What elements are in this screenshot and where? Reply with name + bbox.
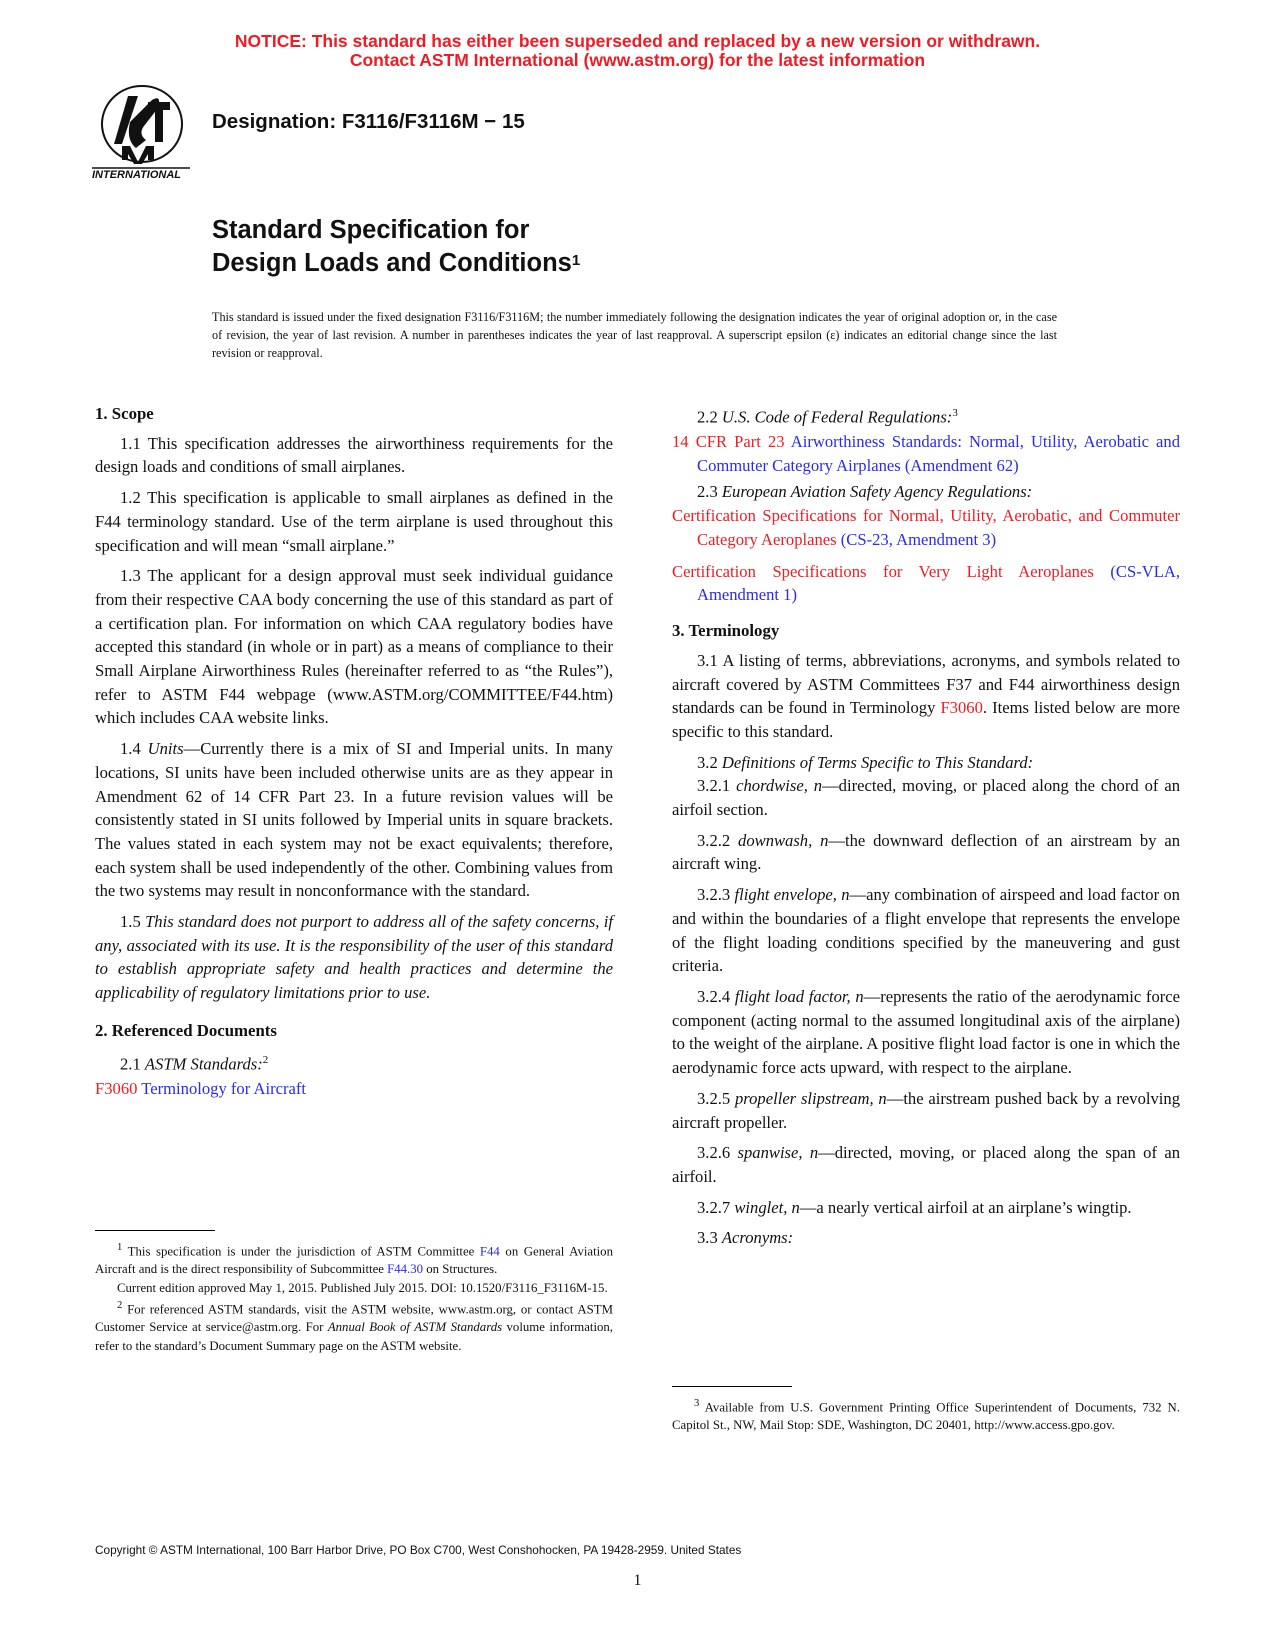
designation: Designation: F3116/F3116M − 15 — [212, 110, 525, 133]
para-1-1: 1.1 This specification addresses the airworthiness requirements for the design loads and conditions of small airplanes. — [95, 433, 613, 477]
title-line-1: Standard Specification for — [212, 216, 530, 244]
ref-cs23[interactable] — [672, 504, 1180, 551]
def-term: downwash, n — [738, 830, 829, 850]
para-3-1-b: . Items listed below are more specific to this standard. — [672, 698, 1180, 741]
para-3-2-num: 3.2 — [697, 752, 722, 772]
def-num: 3.2.7 — [697, 1197, 735, 1217]
logo-wordmark: INTERNATIONAL — [92, 169, 182, 181]
copyright-line: Copyright © ASTM International, 100 Barr Harbor Drive, PO Box C700, West Conshohocken, PA 19428-2959. United States — [95, 1543, 742, 1557]
para-3-2 — [672, 751, 1180, 775]
def-num: 3.2.6 — [697, 1143, 738, 1163]
footnote-3-marker: 3 — [694, 1398, 700, 1409]
section-heading-terminology: 3. Terminology — [672, 621, 780, 641]
para-2-3-num: 2.3 — [697, 481, 722, 501]
def-term: spanwise, n — [737, 1143, 819, 1163]
para-3-2-text: Definitions of Terms Specific to This Standard: — [721, 752, 1034, 772]
def-term: flight envelope, n — [734, 885, 850, 905]
para-3-1-a: 3.1 A listing of terms, abbreviations, acronyms, and symbols related to aircraft covered by ASTM Committees F37 and F44 airworthiness design standards can be found in Terminology — [672, 650, 1180, 718]
right-footnotes — [672, 1386, 1180, 1435]
ref-f3060-title[interactable]: Terminology for Aircraft — [137, 1078, 306, 1098]
footnote-divider — [95, 1230, 215, 1231]
issuance-note: This standard is issued under the fixed designation F3116/F3116M; the number immediately following the designation indicates the year of original adoption or, in the case of revision, the year of last revision. A number in parentheses indicates the year of last reapproval. A superscript epsilon (ε) indicates an editorial change since the last revision or reapproval. — [212, 310, 1057, 361]
def-3-2-6 — [672, 1141, 1180, 1188]
footnote-1-link-f4430[interactable]: F44.30 — [387, 1262, 424, 1277]
def-3-2-5 — [672, 1087, 1180, 1134]
astm-logo-icon — [92, 82, 192, 182]
footnote-1-a: This specification is under the jurisdiction of ASTM Committee — [122, 1244, 480, 1259]
footnote-2-b: volume information, refer to the standard’s Document Summary page on the ASTM website. — [95, 1320, 613, 1353]
para-3-3-num: 3.3 — [697, 1228, 722, 1248]
def-num: 3.2.4 — [697, 987, 735, 1006]
ref-cs23-title[interactable]: Certification Specifications for Normal, Utility, Aerobatic, and Commuter Category Aeroplanes — [672, 506, 1180, 550]
def-3-2-2 — [672, 829, 1180, 876]
def-text: —any combination of airspeed and load factor on and within the boundaries of a flight envelope that represents the envelope of the flight loading conditions specified by the maneuvering and gust criteria. — [672, 885, 1180, 976]
para-1-5 — [95, 910, 613, 1005]
def-text: —represents the ratio of the aerodynamic force component (acting normal to the assumed longitudinal axis of the airplane) to the weight of the airplane. A positive flight load factor is one in which the aerodynamic force acts upward, with respect to the airplane. — [672, 987, 1180, 1078]
def-text: —a nearly vertical airfoil at an airplane’s wingtip. — [799, 1197, 1132, 1217]
ref-14cfr23-code[interactable]: 14 CFR Part 23 — [672, 432, 785, 452]
footnote-1-c: on Structures. — [423, 1262, 498, 1277]
def-3-2-1 — [672, 774, 1180, 821]
def-num: 3.2.3 — [697, 885, 735, 905]
footnote-1-edition: Current edition approved May 1, 2015. Published July 2015. DOI: 10.1520/F3116_F3116M-15. — [117, 1280, 608, 1295]
left-column — [95, 402, 613, 1103]
para-1-4 — [95, 737, 613, 903]
para-3-3-text: Acronyms: — [721, 1228, 794, 1248]
astm-logo — [92, 82, 192, 182]
para-1-2: 1.2 This specification is applicable to small airplanes as defined in the F44 terminology standard. Use of the term airplane is used throughout this specification and will mean “small airplane.” — [95, 488, 613, 555]
footnote-ref-3[interactable]: 3 — [952, 407, 958, 419]
footnote-1-link-f44[interactable]: F44 — [479, 1244, 500, 1259]
section-heading-referenced-documents: 2. Referenced Documents — [95, 1020, 277, 1040]
footnote-divider — [672, 1386, 792, 1387]
section-heading-scope: 1. Scope — [95, 404, 154, 423]
def-term: flight load factor, n — [734, 987, 864, 1006]
footnote-2 — [95, 1297, 613, 1355]
left-footnotes — [95, 1230, 613, 1355]
page-number: 1 — [633, 1572, 642, 1589]
para-3-3 — [672, 1226, 1180, 1250]
para-2-1 — [95, 1049, 613, 1076]
def-3-2-3 — [672, 883, 1180, 978]
right-column — [672, 402, 1180, 1257]
ref-14cfr23-title[interactable]: Airworthiness Standards: Normal, Utility, Aerobatic and Commuter Category Airplanes (Amendment 62) — [697, 432, 1181, 475]
def-3-2-7 — [672, 1196, 1180, 1220]
para-2-3-text: European Aviation Safety Agency Regulations: — [721, 481, 1033, 501]
footnote-2-italic: Annual Book of ASTM Standards — [327, 1320, 503, 1335]
para-3-1 — [672, 649, 1180, 744]
notice-line-1: NOTICE: This standard has either been superseded and replaced by a new version or withdrawn. — [234, 31, 1041, 51]
def-text: —the downward deflection of an airstream by an aircraft wing. — [672, 830, 1180, 874]
footnote-1-b: on General Aviation Aircraft and is the direct responsibility of Subcommittee — [95, 1244, 613, 1277]
footnote-3 — [672, 1395, 1180, 1435]
title-footnote-ref[interactable]: 1 — [571, 252, 581, 269]
para-1-4-num: 1.4 — [120, 739, 148, 759]
footnote-1 — [95, 1239, 613, 1279]
ref-csvla-title[interactable]: Certification Specifications for Very Light Aeroplanes — [672, 561, 1094, 581]
def-term: chordwise, n — [736, 776, 823, 796]
ref-f3060[interactable] — [95, 1077, 613, 1101]
ref-csvla-code[interactable]: (CS-VLA, Amendment 1) — [697, 561, 1181, 605]
footnote-2-a: For referenced ASTM standards, visit the ASTM website, www.astm.org, or contact ASTM Customer Service at service@astm.org. For — [95, 1302, 613, 1335]
para-1-3: 1.3 The applicant for a design approval must seek individual guidance from their respective CAA body concerning the use of this standard as part of a certification plan. For information on which CAA regulatory bodies have accepted this standard (in whole or in part) as a means of compliance to their Small Airplane Airworthiness Rules (hereinafter referred to as “the Rules”), refer to ASTM F44 webpage (www.ASTM.org/COMMITTEE/F44.htm) which includes CAA website links. — [95, 566, 613, 728]
para-3-1-link-f3060[interactable]: F3060 — [940, 698, 983, 718]
para-2-3 — [672, 480, 1180, 504]
footnote-ref-2[interactable]: 2 — [262, 1053, 269, 1066]
para-2-2-text: U.S. Code of Federal Regulations: — [721, 407, 953, 427]
def-text: —directed, moving, or placed along the span of an airfoil. — [672, 1143, 1180, 1186]
def-term: propeller slipstream, n — [735, 1088, 887, 1108]
para-1-4-text: —Currently there is a mix of SI and Imperial units. In many locations, SI units have been included otherwise units are as they appear in Amendment 62 of 14 CFR Part 23. In a future revision values will be consistently stated in SI units followed by Imperial units in square brackets. The values stated in each system may not be exact equivalents; therefore, each system shall be used independently of the other. Combining values from the two systems may result in nonconformance with the standard. — [95, 739, 614, 901]
ref-csvla[interactable] — [672, 560, 1180, 607]
para-2-1-num: 2.1 — [120, 1054, 145, 1074]
def-text: —the airstream pushed back by a revolving aircraft propeller. — [672, 1088, 1180, 1132]
page-title — [212, 214, 580, 280]
para-1-4-term: Units — [147, 739, 184, 759]
def-3-2-4 — [672, 985, 1180, 1080]
def-num: 3.2.2 — [697, 830, 739, 850]
ref-14cfr23[interactable] — [672, 430, 1180, 477]
def-num: 3.2.5 — [697, 1088, 735, 1108]
def-text: —directed, moving, or placed along the chord of an airfoil section. — [672, 776, 1180, 820]
footnote-3-text: Available from U.S. Government Printing Office Superintendent of Documents, 732 N. Capitol St., NW, Mail Stop: SDE, Washington, DC 20401, http://www.access.gpo.gov. — [672, 1400, 1180, 1433]
title-line-2-text: Design Loads and Conditions — [212, 249, 572, 277]
footnote-2-marker: 2 — [117, 1299, 123, 1311]
para-2-2 — [672, 402, 1180, 429]
para-1-5-text: This standard does not purport to address all of the safety concerns, if any, associated with its use. It is the responsibility of the user of this standard to establish appropriate safety and health practices and determine the applicability of regulatory limitations prior to use. — [95, 912, 613, 1003]
para-2-2-num: 2.2 — [697, 407, 722, 427]
notice-line-2: Contact ASTM International (www.astm.org) for the latest information — [349, 50, 926, 70]
withdrawal-notice — [0, 32, 1275, 70]
ref-cs23-code[interactable]: (CS-23, Amendment 3) — [836, 530, 997, 550]
footnote-1-marker: 1 — [117, 1242, 123, 1253]
para-2-1-text: ASTM Standards: — [144, 1054, 263, 1074]
para-1-5-num: 1.5 — [120, 912, 146, 932]
title-line-2 — [212, 247, 580, 280]
ref-f3060-code[interactable]: F3060 — [95, 1078, 138, 1098]
def-term: winglet, n — [734, 1197, 800, 1217]
def-num: 3.2.1 — [697, 776, 737, 796]
